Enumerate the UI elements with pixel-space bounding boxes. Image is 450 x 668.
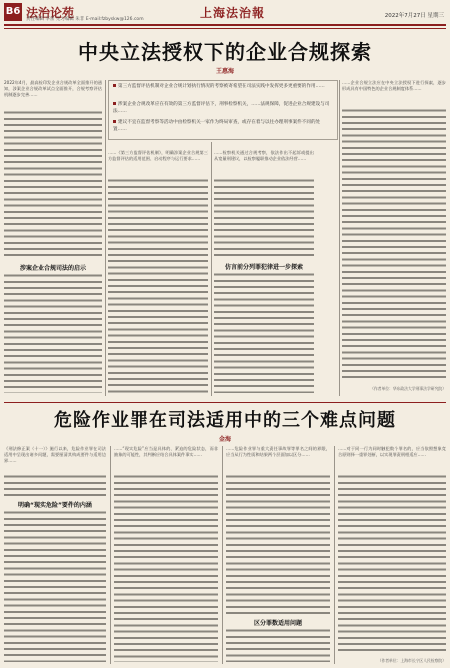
abstract-text: 涉案企业合规改革应在有效的第三方监督评估下，刑事检察机关，……法规保障，促进企业合规建设与司法…… [113,102,330,114]
column-rule [339,80,340,396]
article1-col1-body [4,110,102,260]
article1-section-head-1: 涉案企业合规司法的启示 [19,265,86,272]
column-rule [110,446,111,664]
abstract-item [113,102,333,115]
article1-col4-lead: ……企业合规立法应在中央立法授权下进行探索，逐步形成具有中国特色的企业合规制度体系…… [342,80,446,92]
article1-author: 王惠海 [215,68,234,75]
top-rule [4,28,446,29]
article2-col3-lead: ……危险作业罪与重大责任事故罪等罪名之间的界限，应当从行为性质和结果两个层面加以区分…… [226,446,330,458]
article1-col3-body [214,178,314,260]
article2-col4-lead: ……对于同一行为同时触犯数个罪名的，应当依照想象竞合原则择一重罪处断，以实现罪责刑相适应…… [338,446,446,458]
abstract-text: 建议不宜在监督考察等活动中由检察机关一家作为终局审查，或存在着与以往办理刑事案件不同的处置…… [113,120,321,132]
article1-col2-body [108,178,208,393]
article1-headline: 中央立法授权下的企业合规探索 [78,40,372,64]
article1-col1-lead: 2022年4月，最高检印发企业合规改革全面推开的通知，涉案企业合规改革试点全面推开，合规考察评估机制逐步完善…… [4,80,102,98]
column-rule [334,446,335,664]
article1-section-head-2: 仿言前分列罪犯律进一步探索 [224,264,303,271]
article2-footnote: （作者单位：上海市长宁区人民检察院） [377,658,446,663]
article1-col1-body-2 [4,273,102,393]
column-name: 法治论苑 [26,6,75,20]
abstract-item [113,84,333,91]
article1-footnote: （作者单位：华东政法大学刑事法学研究院） [370,386,446,391]
article2-col3-body-2 [226,628,330,662]
column-rule [105,80,106,396]
article1-col3-lead: ……检察机关通过合规考察，依法作出不起诉或提出从宽量刑建议，以检察履职推动企业依法经营…… [214,150,314,162]
article2-headline: 危险作业罪在司法适用中的三个难点问题 [54,410,396,431]
newspaper-logo: 上海法治報 [200,6,266,20]
article-divider [4,402,446,403]
editor-credits: 责任编辑 李蕾 见习编辑 朱非 E-mail:fzbyskw@126.com [26,17,144,22]
article2-col1-body-2 [4,510,106,662]
article1-col3-body-2 [214,272,314,393]
article2-author: 金海 [218,436,231,443]
masthead [4,2,446,26]
article2-col1-body [4,474,106,496]
bullet-square-icon [113,102,116,105]
article2-col2-lead: ……“现实危险”应当是具体的、紧迫的危险状态，而非抽象的可能性，其判断应结合具体案件事实…… [114,446,218,458]
article2-section-head-2: 区分罪数适用问题 [253,620,302,627]
article1-abstract-box [108,80,338,140]
article2-col4-body [338,474,446,654]
bullet-square-icon [113,120,116,123]
article2-col1-lead: 《刑法修正案（十一）》施行以来，危险作业罪在司法适用中呈现出诸多问题，需要厘清其构成要件与适用边界…… [4,446,106,464]
abstract-text: 第三方监督评估机制对企业合规计划执行情况的考察被寄希望在司法实践中发挥更多更重要的作用…… [118,84,325,89]
abstract-item [113,120,333,133]
article1-col2-lead: ……《第三方监督评估机制》，明确涉案企业合规第三方监督评估的适用范围、启动程序与运行要求…… [108,150,208,162]
article1-col4-body [342,108,446,382]
column-rule [222,446,223,664]
article2-section-head-1: 明确“现实危险”要件的内涵 [18,502,92,509]
article2-col3-body [226,474,330,614]
bullet-square-icon [113,84,116,87]
page-number: B6 [4,3,22,21]
issue-date: 2022年7月27日 星期三 [384,13,444,19]
article2-col2-body [114,474,218,662]
